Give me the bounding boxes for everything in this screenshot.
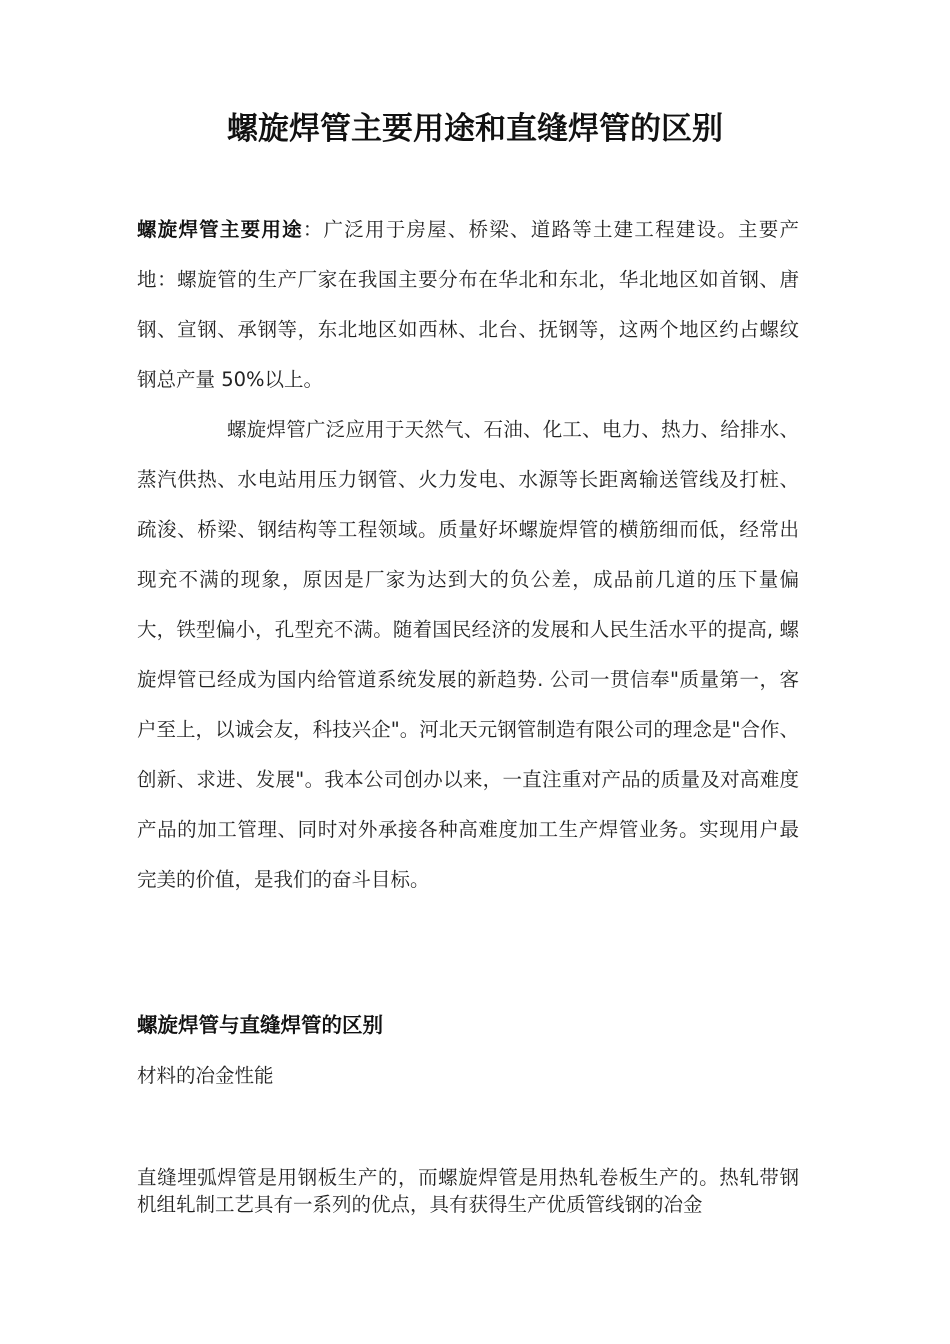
intro-paragraph <box>137 205 799 405</box>
section-heading-suffix: 的区别 <box>321 1013 383 1037</box>
comparison-paragraph: 直缝埋弧焊管是用钢板生产的，而螺旋焊管是用热轧卷板生产的。热轧带钢机组轧制工艺具有一系列的优点，具有获得生产优质管线钢的冶金 <box>137 1166 799 1216</box>
intro-text: ：广泛用于房屋、桥梁、道路等土建工程建设。主要产地：螺旋管的生产厂家在我国主要分布在华北和东北，华北地区如首钢、唐钢、宣钢、承钢等，东北地区如西林、北台、抚钢等，这两个地区约占螺纹钢总产量 50%以上。 <box>137 218 799 391</box>
applications-paragraph: 螺旋焊管广泛应用于天然气、石油、化工、电力、热力、给排水、蒸汽供热、水电站用压力钢管、火力发电、水源等长距离输送管线及打桩、疏浚、桥梁、钢结构等工程领域。质量好坏螺旋焊管的横筋细而低，经常出现充不满的现象，原因是厂家为达到大的负公差，成品前几道的压下量偏大，铁型偏小，孔型充不满。随着国民经济的发展和人民生活水平的提高, 螺旋焊管已经成为国内给管道系统发展的新趋势. 公司一贯信奉"质量第一，客户至上，以诚会友，科技兴企"。河北天元钢管制造有限公司的理念是"合作、创新、求进、发展"。我本公司创办以来，一直注重对产品的质量及对高难度产品的加工管理、同时对外承接各种高难度加工生产焊管业务。实现用户最完美的价值，是我们的奋斗目标。 <box>137 418 799 891</box>
section-heading-connector: 与 <box>219 1013 240 1037</box>
section-heading-term-2: 直缝焊管 <box>239 1013 322 1037</box>
section-heading-term-1: 螺旋焊管 <box>137 1013 219 1037</box>
subheading: 材料的冶金性能 <box>137 1064 274 1087</box>
document-title: 螺旋焊管主要用途和直缝焊管的区别 <box>227 111 723 147</box>
intro-lead-term: 螺旋焊管主要用途 <box>137 218 303 241</box>
section-heading <box>137 1008 383 1042</box>
